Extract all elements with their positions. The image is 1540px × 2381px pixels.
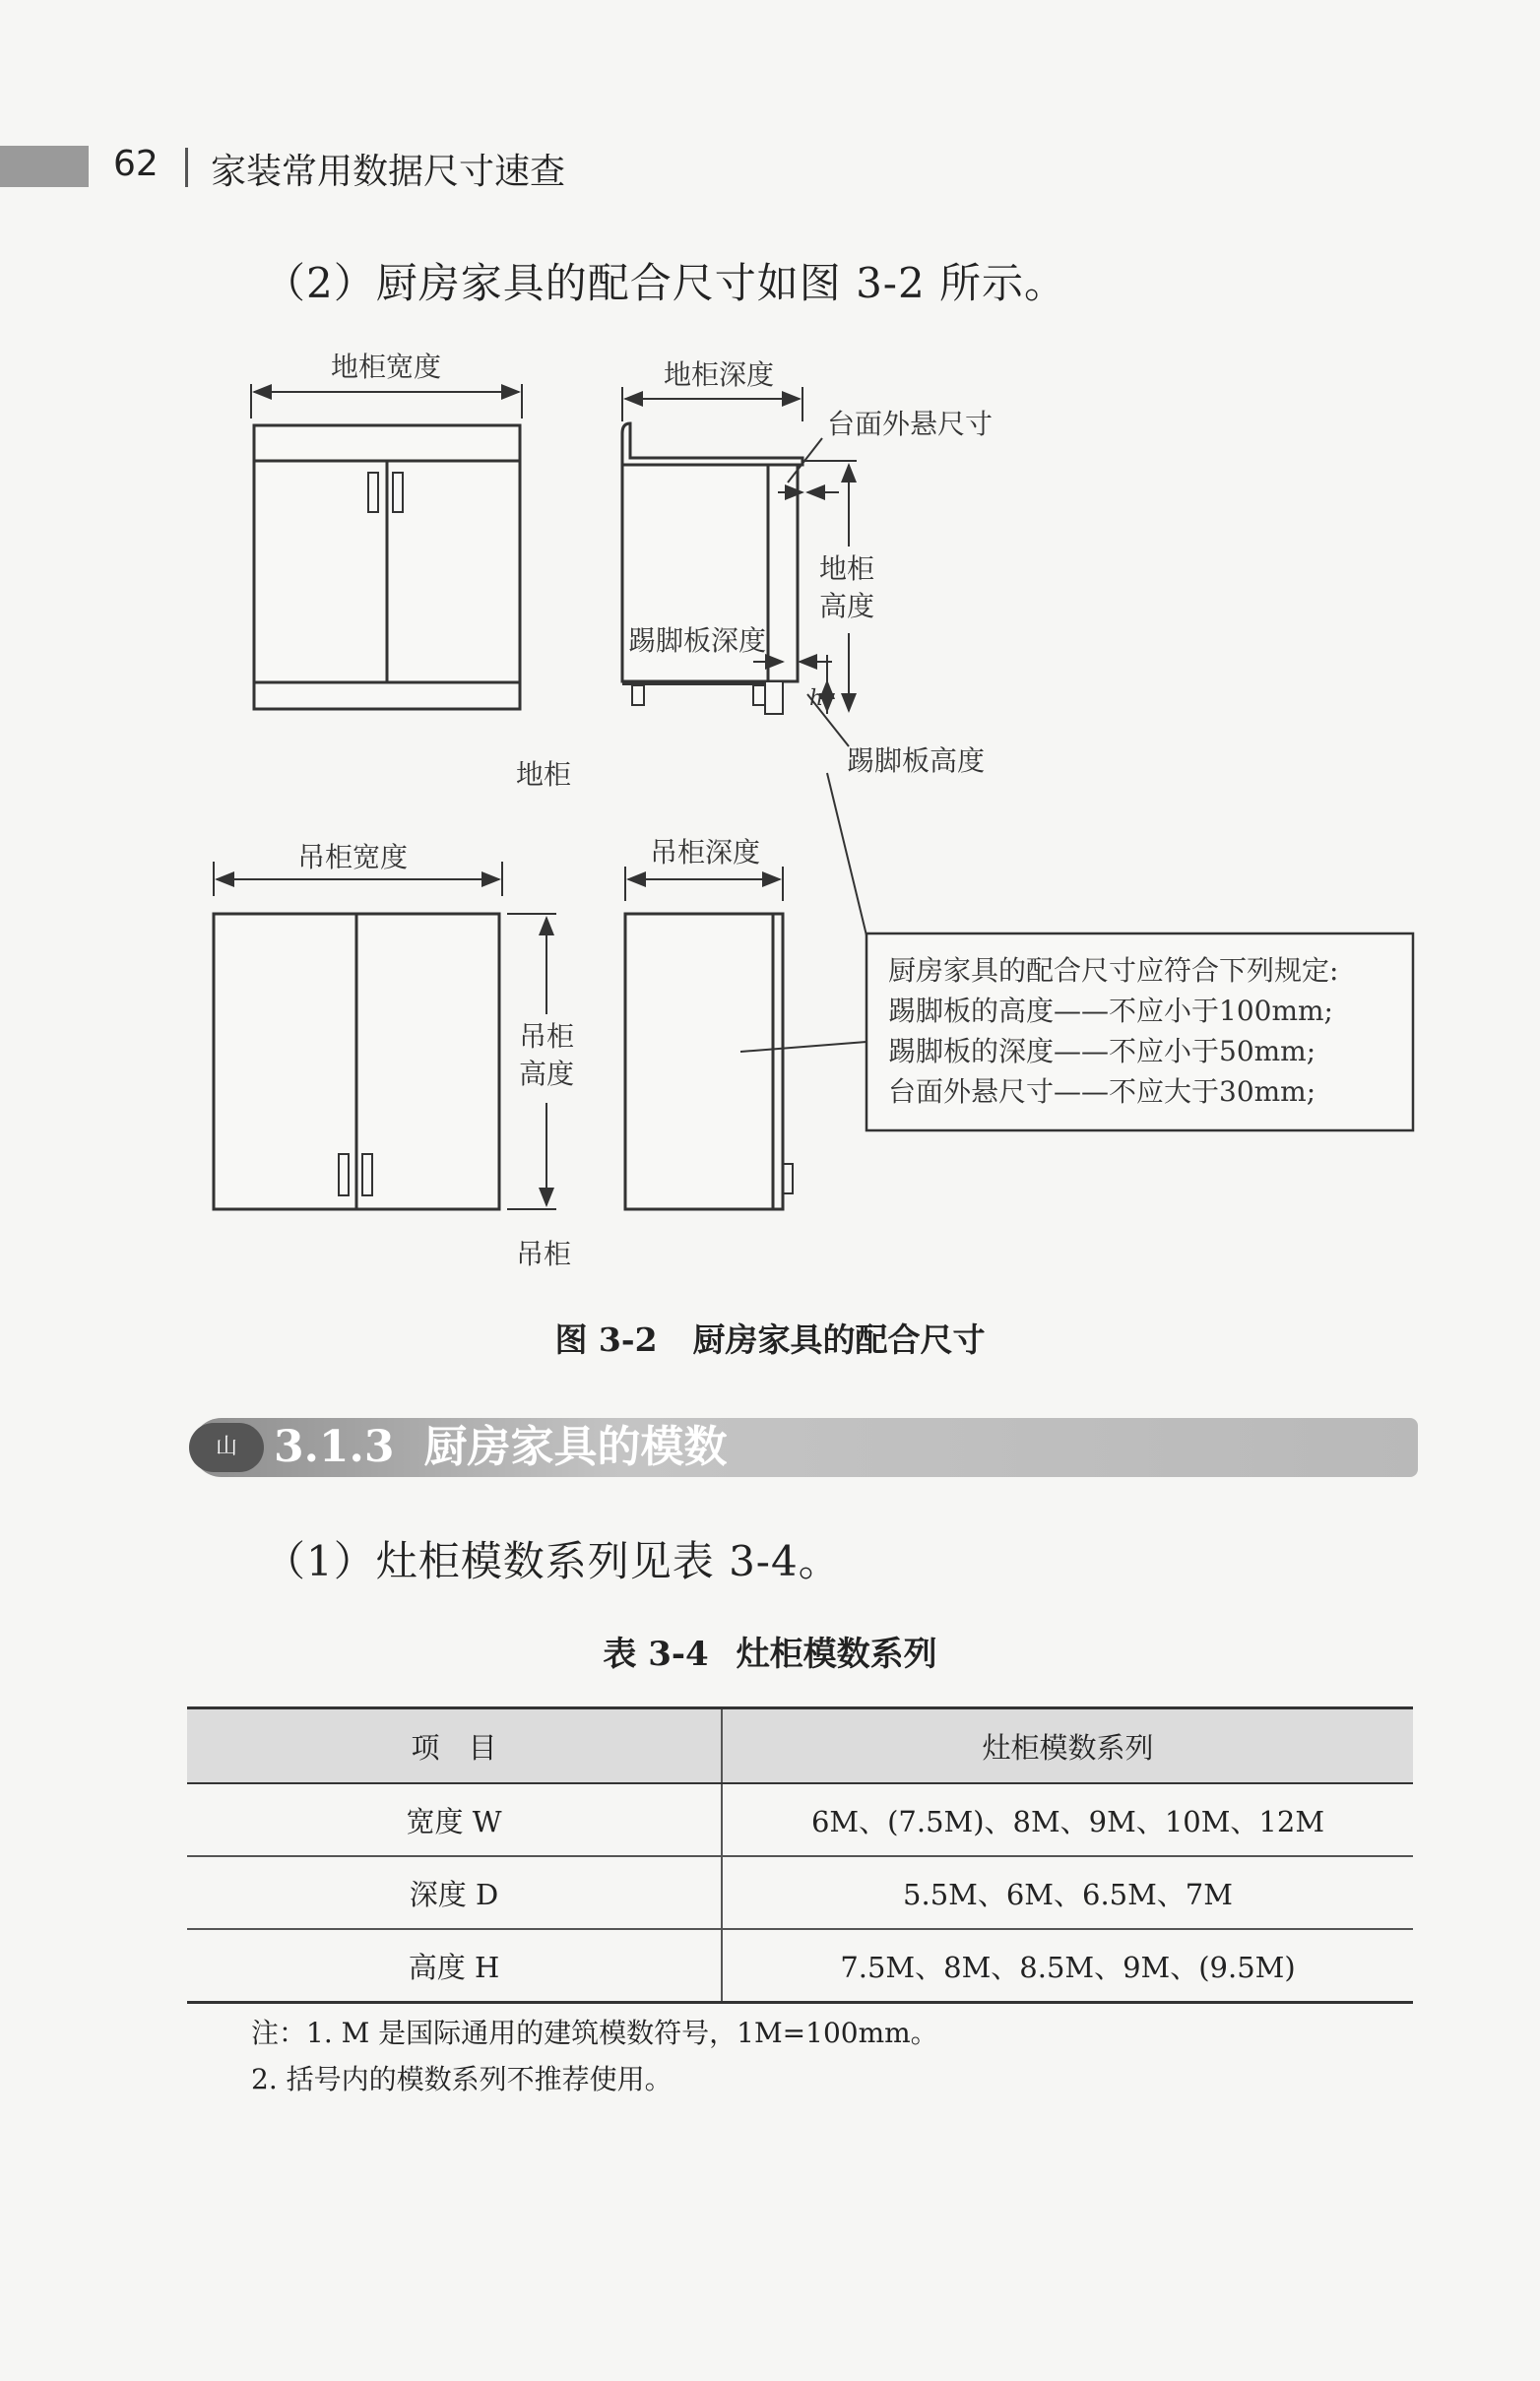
h-symbol: h: [809, 686, 824, 711]
table-intro-paragraph: （1）灶柜模数系列见表 3-4。: [264, 1537, 841, 1585]
table-row: [187, 1929, 1413, 2003]
wall-cabinet-side: [625, 836, 793, 1209]
wall-cabinet-front: [214, 841, 579, 1270]
toe-height-label: 踢脚板高度: [847, 744, 986, 777]
wall-depth-label: 吊柜深度: [649, 836, 761, 869]
header-item: 项 目: [187, 1708, 722, 1784]
overhang-label: 台面外悬尺寸: [827, 408, 994, 440]
figure-caption-text: 厨房家具的配合尺寸: [692, 1320, 986, 1359]
table-row: [187, 1783, 1413, 1856]
section-number: 3.1.3: [274, 1422, 395, 1472]
base-height-label-2: 高度: [818, 590, 875, 622]
row-label: 深度 D: [187, 1856, 722, 1929]
figure-caption: [0, 1315, 1540, 1361]
base-cabinet-caption: 地柜: [515, 758, 572, 791]
running-title: 家装常用数据尺寸速查: [211, 152, 566, 192]
dimension-rules-box: [866, 933, 1413, 1130]
base-depth-label: 地柜深度: [663, 358, 775, 391]
table-note-1: 注：1. M 是国际通用的建筑模数符号，1M=100mm。: [251, 2017, 938, 2049]
intro-paragraph: （2）厨房家具的配合尺寸如图 3-2 所示。: [264, 259, 1067, 307]
wall-height-label-1: 吊柜: [518, 1020, 575, 1053]
base-width-label: 地柜宽度: [330, 351, 442, 383]
row-value: 7.5M、8M、8.5M、9M、(9.5M): [722, 1929, 1413, 2003]
section-mountain-icon: 山: [189, 1423, 264, 1472]
table-note-2: 2. 括号内的模数系列不推荐使用。: [251, 2063, 673, 2095]
wall-width-label: 吊柜宽度: [296, 841, 409, 873]
table-title-text: 灶柜模数系列: [736, 1635, 937, 1674]
table-title: [0, 1627, 1540, 1675]
wall-cabinet-caption: 吊柜: [515, 1238, 572, 1270]
base-cabinet-side: [622, 358, 993, 777]
header-series: 灶柜模数系列: [722, 1708, 1413, 1784]
rules-line-2: 踢脚板的高度——不应小于100mm;: [888, 995, 1333, 1027]
base-height-label-1: 地柜: [818, 552, 875, 585]
stove-cabinet-module-table: [187, 1706, 1413, 2004]
table-title-number: 表 3-4: [603, 1635, 709, 1674]
rules-line-3: 踢脚板的深度——不应小于50mm;: [888, 1035, 1316, 1067]
base-cabinet-front: [251, 351, 571, 791]
toe-depth-label: 踢脚板深度: [628, 624, 767, 657]
page-number: 62: [113, 144, 159, 184]
table-row: [187, 1856, 1413, 1929]
row-value: 5.5M、6M、6.5M、7M: [722, 1856, 1413, 1929]
row-label: 高度 H: [187, 1929, 722, 2003]
wall-height-label-2: 高度: [518, 1058, 575, 1090]
row-label: 宽度 W: [187, 1783, 722, 1856]
rules-line-4: 台面外悬尺寸——不应大于30mm;: [888, 1075, 1316, 1108]
rules-line-1: 厨房家具的配合尺寸应符合下列规定:: [888, 954, 1339, 987]
row-value: 6M、(7.5M)、8M、9M、10M、12M: [722, 1783, 1413, 1856]
table-header-row: [187, 1708, 1413, 1784]
section-title: 厨房家具的模数: [423, 1422, 728, 1472]
section-heading: [274, 1418, 756, 1477]
figure-caption-number: 图 3-2: [554, 1320, 658, 1359]
